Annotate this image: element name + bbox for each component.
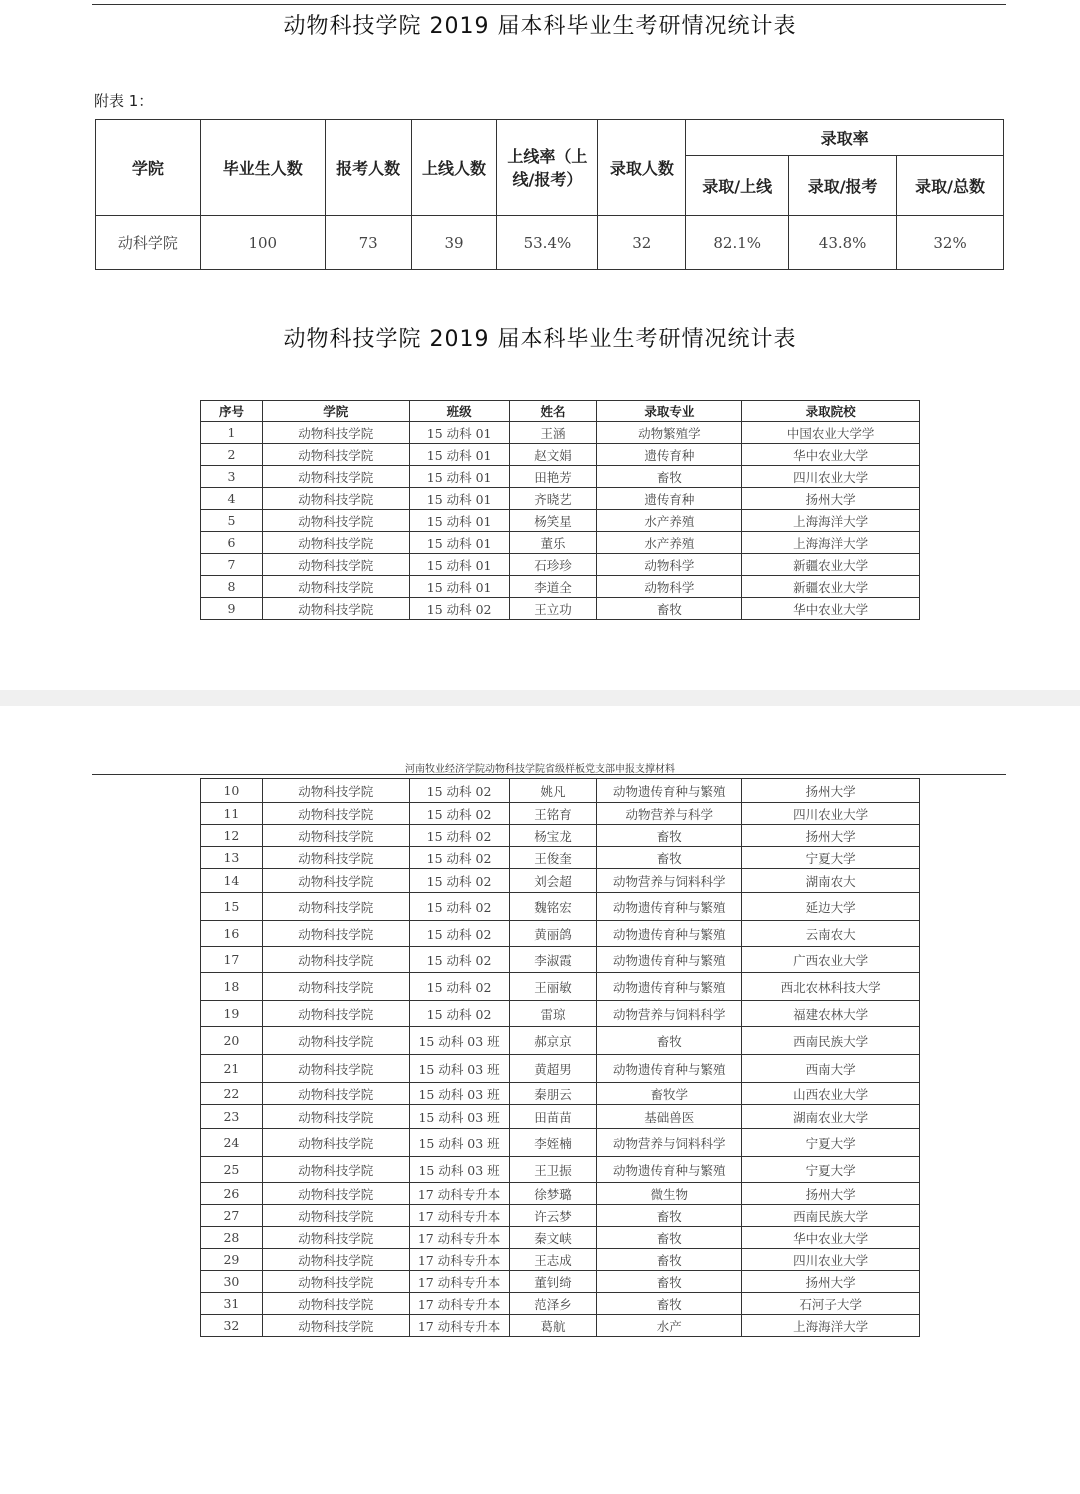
cell-major: 动物遗传育种与繁殖 <box>597 893 742 921</box>
cell-name: 黄超男 <box>509 1055 597 1083</box>
cell-class: 15 动科 01 <box>409 444 509 466</box>
cell-class: 17 动科专升本 <box>409 1271 509 1293</box>
cell-index: 22 <box>201 1083 263 1105</box>
cell-college: 动物科技学院 <box>262 779 409 803</box>
admission-list-table-1 <box>200 400 920 620</box>
list-row <box>201 803 920 825</box>
header-rule <box>92 774 1006 775</box>
cell-name: 王立功 <box>509 598 597 620</box>
cell-index: 15 <box>201 893 263 921</box>
cell-index: 29 <box>201 1249 263 1271</box>
cell-name: 黄丽鸽 <box>509 921 597 947</box>
cell-class: 15 动科 01 <box>409 422 509 444</box>
document-page-2 <box>0 706 1080 1494</box>
cell-university: 宁夏大学 <box>742 1157 920 1183</box>
cell-university: 四川农业大学 <box>742 1249 920 1271</box>
cell-university: 扬州大学 <box>742 779 920 803</box>
cell-index: 10 <box>201 779 263 803</box>
cell-index: 5 <box>201 510 263 532</box>
header-major: 录取专业 <box>597 401 742 422</box>
cell-name: 齐晓艺 <box>509 488 597 510</box>
list-row <box>201 869 920 893</box>
cell-college: 动物科技学院 <box>262 598 409 620</box>
cell-index: 17 <box>201 947 263 973</box>
list-row <box>201 576 920 598</box>
cell-name: 杨宝龙 <box>509 825 597 847</box>
cell-university: 石河子大学 <box>742 1293 920 1315</box>
cell-name: 刘会超 <box>509 869 597 893</box>
cell-index: 24 <box>201 1129 263 1157</box>
cell-university: 新疆农业大学 <box>742 576 920 598</box>
cell-college: 动物科技学院 <box>262 1157 409 1183</box>
cell-index: 25 <box>201 1157 263 1183</box>
header-graduates: 毕业生人数 <box>200 120 325 216</box>
cell-university: 新疆农业大学 <box>742 554 920 576</box>
admission-list-table-2 <box>200 778 920 1337</box>
cell-index: 7 <box>201 554 263 576</box>
cell-major: 水产 <box>597 1315 742 1337</box>
cell-index: 1 <box>201 422 263 444</box>
list-row <box>201 598 920 620</box>
cell-class: 15 动科 02 <box>409 825 509 847</box>
cell-major: 动物遗传育种与繁殖 <box>597 921 742 947</box>
cell-class: 15 动科 02 <box>409 1001 509 1027</box>
list-row <box>201 488 920 510</box>
cell-major: 畜牧学 <box>597 1083 742 1105</box>
page-title: 动物科技学院 2019 届本科毕业生考研情况统计表 <box>283 14 797 39</box>
cell: 53.4% <box>497 216 598 270</box>
cell-index: 28 <box>201 1227 263 1249</box>
cell-class: 15 动科 01 <box>409 576 509 598</box>
cell-college: 动物科技学院 <box>262 1129 409 1157</box>
cell-university: 湖南农业大学 <box>742 1105 920 1129</box>
cell-college: 动物科技学院 <box>262 1227 409 1249</box>
cell-name: 田艳芳 <box>509 466 597 488</box>
cell-college: 动物科技学院 <box>262 825 409 847</box>
list-row <box>201 422 920 444</box>
cell-index: 21 <box>201 1055 263 1083</box>
cell-name: 王俊奎 <box>509 847 597 869</box>
top-rule <box>92 4 1006 5</box>
list-row <box>201 1249 920 1271</box>
cell-college: 动物科技学院 <box>262 554 409 576</box>
cell: 32% <box>897 216 1004 270</box>
cell-university: 中国农业大学学 <box>742 422 920 444</box>
list-row <box>201 973 920 1001</box>
cell-name: 王丽敏 <box>509 973 597 1001</box>
cell-major: 畜牧 <box>597 1227 742 1249</box>
cell-university: 云南农大 <box>742 921 920 947</box>
cell-class: 15 动科 02 <box>409 847 509 869</box>
cell-index: 32 <box>201 1315 263 1337</box>
cell-college: 动物科技学院 <box>262 1055 409 1083</box>
cell-college: 动物科技学院 <box>262 576 409 598</box>
cell-name: 秦朋云 <box>509 1083 597 1105</box>
header-admit-over-applicants: 录取/报考 <box>789 156 897 216</box>
cell-college: 动物科技学院 <box>262 973 409 1001</box>
header-name: 姓名 <box>509 401 597 422</box>
cell-college: 动物科技学院 <box>262 1293 409 1315</box>
cell-major: 畜牧 <box>597 825 742 847</box>
list-row <box>201 554 920 576</box>
cell-name: 董钊绮 <box>509 1271 597 1293</box>
cell-university: 上海海洋大学 <box>742 1315 920 1337</box>
header-class: 班级 <box>409 401 509 422</box>
cell-name: 姚凡 <box>509 779 597 803</box>
header-index: 序号 <box>201 401 263 422</box>
cell-university: 西南民族大学 <box>742 1205 920 1227</box>
cell-university: 湖南农大 <box>742 869 920 893</box>
list-row <box>201 1027 920 1055</box>
cell-name: 杨笑星 <box>509 510 597 532</box>
cell-major: 畜牧 <box>597 847 742 869</box>
cell-class: 15 动科 03 班 <box>409 1055 509 1083</box>
list-title: 动物科技学院 2019 届本科毕业生考研情况统计表 <box>283 327 797 352</box>
cell-name: 魏铭宏 <box>509 893 597 921</box>
cell: 100 <box>200 216 325 270</box>
cell-index: 19 <box>201 1001 263 1027</box>
cell-university: 四川农业大学 <box>742 803 920 825</box>
cell-college: 动物科技学院 <box>262 510 409 532</box>
cell-name: 王涵 <box>509 422 597 444</box>
summary-table <box>95 119 1004 270</box>
cell-index: 12 <box>201 825 263 847</box>
cell-university: 延边大学 <box>742 893 920 921</box>
cell-name: 王铭育 <box>509 803 597 825</box>
page-header-note: 河南牧业经济学院动物科技学院省级样板党支部申报支撑材料 <box>405 764 675 775</box>
cell-major: 畜牧 <box>597 466 742 488</box>
cell-university: 扬州大学 <box>742 488 920 510</box>
cell-major: 遗传育种 <box>597 488 742 510</box>
cell-class: 15 动科 02 <box>409 921 509 947</box>
cell-class: 15 动科 01 <box>409 532 509 554</box>
cell-college: 动物科技学院 <box>262 1001 409 1027</box>
cell-class: 17 动科专升本 <box>409 1183 509 1205</box>
cell-college: 动物科技学院 <box>262 947 409 973</box>
cell-name: 郝京京 <box>509 1027 597 1055</box>
cell-major: 动物营养与科学 <box>597 803 742 825</box>
list-row <box>201 1055 920 1083</box>
cell-class: 15 动科 03 班 <box>409 1027 509 1055</box>
cell-index: 16 <box>201 921 263 947</box>
cell: 73 <box>325 216 411 270</box>
cell-university: 扬州大学 <box>742 825 920 847</box>
header-college: 学院 <box>96 120 201 216</box>
cell-major: 动物营养与饲料科学 <box>597 869 742 893</box>
cell-university: 华中农业大学 <box>742 444 920 466</box>
cell-major: 畜牧 <box>597 598 742 620</box>
list-row <box>201 825 920 847</box>
cell-college: 动物科技学院 <box>262 1183 409 1205</box>
cell-index: 20 <box>201 1027 263 1055</box>
document-page-1 <box>0 0 1080 690</box>
cell-class: 15 动科 01 <box>409 488 509 510</box>
list-row <box>201 1271 920 1293</box>
cell-class: 15 动科 02 <box>409 973 509 1001</box>
header-college: 学院 <box>262 401 409 422</box>
cell-major: 畜牧 <box>597 1249 742 1271</box>
cell-university: 扬州大学 <box>742 1183 920 1205</box>
cell-university: 西南大学 <box>742 1055 920 1083</box>
cell-college: 动物科技学院 <box>262 532 409 554</box>
cell-college: 动物科技学院 <box>262 1105 409 1129</box>
cell-index: 2 <box>201 444 263 466</box>
cell-name: 石珍珍 <box>509 554 597 576</box>
header-passed: 上线人数 <box>411 120 497 216</box>
cell-class: 15 动科 01 <box>409 466 509 488</box>
cell-class: 17 动科专升本 <box>409 1315 509 1337</box>
list-header-row <box>201 401 920 422</box>
header-pass-rate: 上线率（上线/报考） <box>497 120 598 216</box>
cell-major: 基础兽医 <box>597 1105 742 1129</box>
cell-university: 宁夏大学 <box>742 847 920 869</box>
cell-index: 18 <box>201 973 263 1001</box>
cell-major: 动物营养与饲料科学 <box>597 1001 742 1027</box>
cell-class: 17 动科专升本 <box>409 1293 509 1315</box>
list-row <box>201 779 920 803</box>
cell-university: 福建农林大学 <box>742 1001 920 1027</box>
list-row <box>201 532 920 554</box>
cell-college: 动物科技学院 <box>262 1271 409 1293</box>
cell-college: 动物科技学院 <box>262 803 409 825</box>
cell-college: 动物科技学院 <box>262 1315 409 1337</box>
cell-major: 动物科学 <box>597 576 742 598</box>
cell-college: 动物科技学院 <box>262 422 409 444</box>
cell-college: 动物科技学院 <box>262 1249 409 1271</box>
list-row <box>201 1083 920 1105</box>
cell-name: 赵文娟 <box>509 444 597 466</box>
cell-major: 水产养殖 <box>597 532 742 554</box>
cell: 82.1% <box>686 216 789 270</box>
list-row <box>201 1205 920 1227</box>
cell-class: 15 动科 03 班 <box>409 1157 509 1183</box>
cell-major: 畜牧 <box>597 1293 742 1315</box>
header-university: 录取院校 <box>742 401 920 422</box>
cell: 动科学院 <box>96 216 201 270</box>
cell-name: 李淑霞 <box>509 947 597 973</box>
cell-class: 15 动科 01 <box>409 554 509 576</box>
cell-major: 动物遗传育种与繁殖 <box>597 947 742 973</box>
cell-name: 王志成 <box>509 1249 597 1271</box>
page-gap <box>0 690 1080 706</box>
cell-class: 15 动科 02 <box>409 947 509 973</box>
list-row <box>201 1129 920 1157</box>
header-applicants: 报考人数 <box>325 120 411 216</box>
cell-name: 李姪楠 <box>509 1129 597 1157</box>
attachment-label: 附表 1： <box>94 92 154 110</box>
cell-major: 微生物 <box>597 1183 742 1205</box>
summary-row <box>96 216 1004 270</box>
cell-index: 9 <box>201 598 263 620</box>
cell-class: 17 动科专升本 <box>409 1249 509 1271</box>
cell-college: 动物科技学院 <box>262 893 409 921</box>
list-row <box>201 1315 920 1337</box>
cell-index: 13 <box>201 847 263 869</box>
list-row <box>201 947 920 973</box>
cell-college: 动物科技学院 <box>262 444 409 466</box>
cell-name: 雷琼 <box>509 1001 597 1027</box>
list-row <box>201 847 920 869</box>
cell-major: 水产养殖 <box>597 510 742 532</box>
cell-university: 上海海洋大学 <box>742 532 920 554</box>
cell-university: 宁夏大学 <box>742 1129 920 1157</box>
cell-index: 23 <box>201 1105 263 1129</box>
list-row <box>201 1001 920 1027</box>
cell-university: 华中农业大学 <box>742 1227 920 1249</box>
cell-university: 山西农业大学 <box>742 1083 920 1105</box>
cell-university: 四川农业大学 <box>742 466 920 488</box>
header-admitted: 录取人数 <box>598 120 686 216</box>
cell-name: 董乐 <box>509 532 597 554</box>
cell-name: 葛航 <box>509 1315 597 1337</box>
cell-university: 华中农业大学 <box>742 598 920 620</box>
list-row <box>201 466 920 488</box>
cell-major: 动物遗传育种与繁殖 <box>597 1157 742 1183</box>
cell-index: 14 <box>201 869 263 893</box>
cell: 32 <box>598 216 686 270</box>
cell-index: 4 <box>201 488 263 510</box>
cell-major: 动物科学 <box>597 554 742 576</box>
cell-class: 15 动科 02 <box>409 869 509 893</box>
list-row <box>201 1293 920 1315</box>
cell-class: 15 动科 02 <box>409 598 509 620</box>
list-row <box>201 893 920 921</box>
cell-college: 动物科技学院 <box>262 1027 409 1055</box>
cell-index: 6 <box>201 532 263 554</box>
cell-class: 15 动科 03 班 <box>409 1083 509 1105</box>
cell-class: 15 动科 02 <box>409 803 509 825</box>
header-admit-over-total: 录取/总数 <box>897 156 1004 216</box>
cell-college: 动物科技学院 <box>262 1083 409 1105</box>
cell-index: 26 <box>201 1183 263 1205</box>
cell-index: 8 <box>201 576 263 598</box>
cell-major: 动物营养与饲料科学 <box>597 1129 742 1157</box>
cell-class: 15 动科 02 <box>409 779 509 803</box>
cell-index: 30 <box>201 1271 263 1293</box>
cell-name: 李道全 <box>509 576 597 598</box>
cell-major: 动物遗传育种与繁殖 <box>597 1055 742 1083</box>
header-admit-over-passed: 录取/上线 <box>686 156 789 216</box>
cell-class: 15 动科 02 <box>409 893 509 921</box>
cell-university: 扬州大学 <box>742 1271 920 1293</box>
cell-university: 西北农林科技大学 <box>742 973 920 1001</box>
cell-university: 西南民族大学 <box>742 1027 920 1055</box>
cell-college: 动物科技学院 <box>262 869 409 893</box>
cell-college: 动物科技学院 <box>262 488 409 510</box>
list-row <box>201 1227 920 1249</box>
cell-name: 王卫振 <box>509 1157 597 1183</box>
cell-college: 动物科技学院 <box>262 921 409 947</box>
cell: 43.8% <box>789 216 897 270</box>
cell-name: 许云梦 <box>509 1205 597 1227</box>
cell: 39 <box>411 216 497 270</box>
list-row <box>201 1157 920 1183</box>
cell-class: 15 动科 03 班 <box>409 1129 509 1157</box>
cell-major: 遗传育种 <box>597 444 742 466</box>
cell-name: 田苗苗 <box>509 1105 597 1129</box>
cell-name: 范泽乡 <box>509 1293 597 1315</box>
list-row <box>201 510 920 532</box>
cell-index: 27 <box>201 1205 263 1227</box>
list-row <box>201 921 920 947</box>
cell-name: 秦文峡 <box>509 1227 597 1249</box>
cell-class: 17 动科专升本 <box>409 1227 509 1249</box>
cell-class: 15 动科 01 <box>409 510 509 532</box>
cell-college: 动物科技学院 <box>262 847 409 869</box>
header-admit-rate: 录取率 <box>686 120 1004 156</box>
cell-class: 15 动科 03 班 <box>409 1105 509 1129</box>
cell-major: 动物遗传育种与繁殖 <box>597 779 742 803</box>
cell-major: 动物遗传育种与繁殖 <box>597 973 742 1001</box>
cell-university: 上海海洋大学 <box>742 510 920 532</box>
list-row <box>201 1105 920 1129</box>
list-row <box>201 1183 920 1205</box>
cell-major: 畜牧 <box>597 1027 742 1055</box>
cell-major: 畜牧 <box>597 1205 742 1227</box>
cell-major: 动物繁殖学 <box>597 422 742 444</box>
cell-major: 畜牧 <box>597 1271 742 1293</box>
cell-index: 11 <box>201 803 263 825</box>
cell-name: 徐梦璐 <box>509 1183 597 1205</box>
list-row <box>201 444 920 466</box>
cell-index: 31 <box>201 1293 263 1315</box>
cell-class: 17 动科专升本 <box>409 1205 509 1227</box>
cell-university: 广西农业大学 <box>742 947 920 973</box>
cell-index: 3 <box>201 466 263 488</box>
cell-college: 动物科技学院 <box>262 1205 409 1227</box>
cell-college: 动物科技学院 <box>262 466 409 488</box>
